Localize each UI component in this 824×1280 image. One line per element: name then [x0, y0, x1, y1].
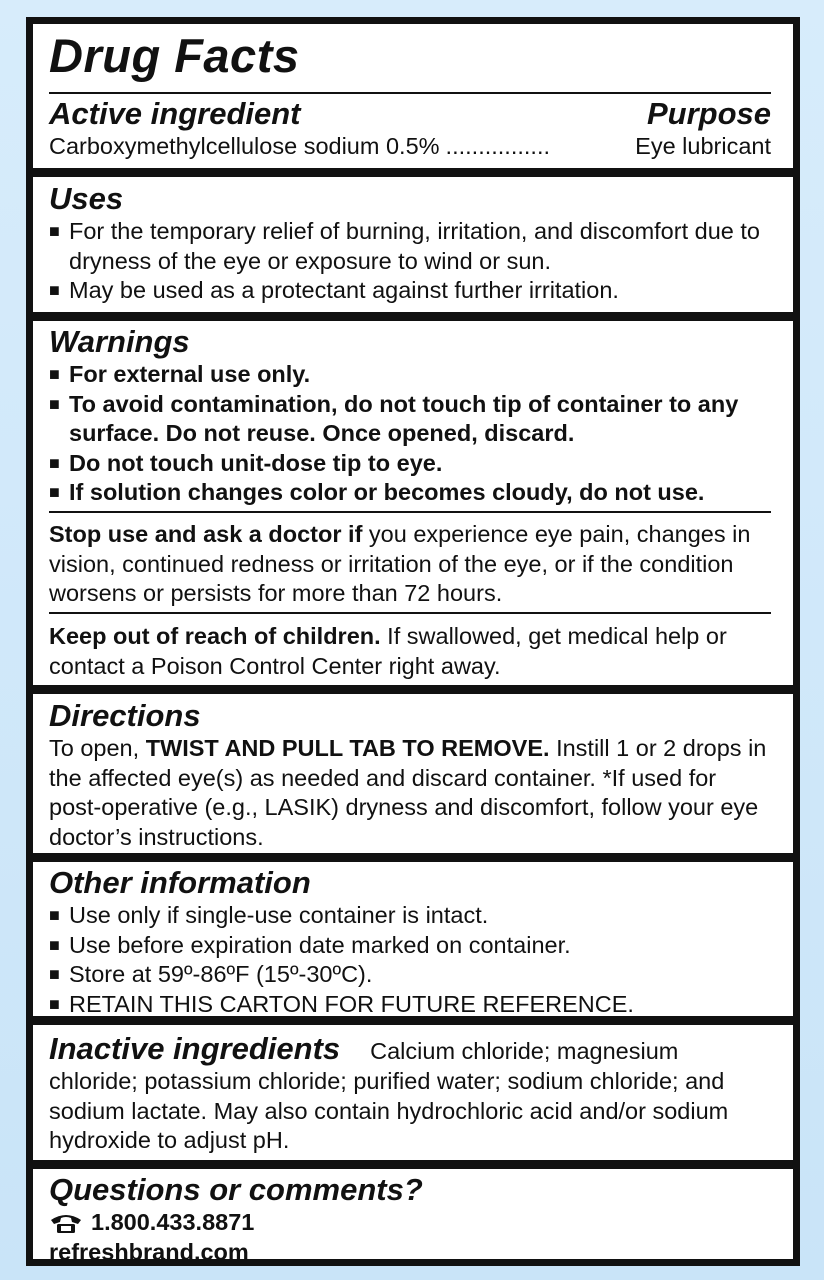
directions-heading: Directions	[49, 698, 201, 733]
keep-out-paragraph	[33, 622, 793, 681]
telephone-icon	[49, 1212, 83, 1234]
active-ingredient-heading: Active ingredient	[49, 96, 301, 131]
bullet-icon: ■	[49, 280, 60, 300]
list-item: ■ RETAIN THIS CARTON FOR FUTURE REFERENCE.	[49, 990, 771, 1020]
warnings-heading: Warnings	[49, 324, 190, 359]
list-item: ■ May be used as a protectant against further irritation.	[49, 276, 771, 306]
leader-dots: ................	[445, 133, 551, 159]
list-item: ■ For external use only.	[49, 360, 771, 390]
stop-use-lead: Stop use and ask a doctor if	[49, 521, 363, 547]
divider	[49, 92, 771, 94]
divider	[33, 312, 793, 321]
divider	[33, 685, 793, 694]
keep-out-lead: Keep out of reach of children.	[49, 623, 381, 649]
directions-text: To open, TWIST AND PULL TAB TO REMOVE. Instill 1 or 2 drops in the affected eye(s) as needed and discard container. *If used for post-operative (e.g., LASIK) dryness and discomfort, follow your eye doctor’s instructions.	[49, 735, 767, 850]
questions-section	[33, 1172, 793, 1267]
bullet-icon: ■	[49, 393, 60, 414]
active-ingredient-name: Carboxymethylcellulose sodium 0.5%	[49, 133, 440, 159]
stop-use-text: you experience eye pain, changes in vision, continued redness or irritation of the eye, or if the condition worsens or persists for more than 72 hours.	[49, 521, 751, 606]
list-item: ■ For the temporary relief of burning, irritation, and discomfort due to dryness of the eye or exposure to wind or sun.	[49, 217, 771, 276]
purpose-heading: Purpose	[646, 96, 771, 131]
active-ingredient-section	[33, 96, 793, 162]
website-link[interactable]: refreshbrand.com	[49, 1238, 249, 1265]
divider	[49, 612, 771, 614]
uses-section	[33, 181, 793, 306]
other-information-heading: Other information	[49, 865, 311, 900]
bullet-icon: ■	[49, 964, 60, 984]
other-information-section	[33, 865, 793, 1019]
divider	[33, 853, 793, 862]
bullet-icon: ■	[49, 993, 60, 1014]
stop-use-paragraph	[33, 520, 793, 609]
list-item: ■ To avoid contamination, do not touch tip of container to any surface. Do not reuse. Once opened, discard.	[49, 390, 771, 449]
divider	[33, 168, 793, 177]
drug-facts-panel	[26, 17, 800, 1266]
phone-number[interactable]: 1.800.433.8871	[91, 1209, 255, 1235]
divider	[49, 511, 771, 513]
directions-section	[33, 698, 793, 852]
purpose-value: Eye lubricant	[635, 133, 771, 159]
warnings-section	[33, 324, 793, 508]
bullet-icon: ■	[49, 934, 60, 955]
inactive-ingredients-section	[33, 1031, 793, 1156]
phone-line	[49, 1208, 771, 1238]
list-item: ■ If solution changes color or becomes cloudy, do not use.	[49, 478, 771, 508]
uses-heading: Uses	[49, 181, 124, 216]
bullet-icon: ■	[49, 905, 60, 925]
keep-out-text: If swallowed, get medical help or contact a Poison Control Center right away.	[49, 623, 727, 679]
questions-heading: Questions or comments?	[49, 1172, 423, 1207]
bullet-icon: ■	[49, 452, 60, 473]
list-item: ■ Store at 59º-86ºF (15º-30ºC).	[49, 960, 771, 990]
list-item: ■ Do not touch unit-dose tip to eye.	[49, 449, 771, 479]
list-item: ■ Use only if single-use container is intact.	[49, 901, 771, 931]
bullet-icon: ■	[49, 482, 60, 502]
divider	[33, 1160, 793, 1169]
inactive-ingredients-heading: Inactive ingredients	[49, 1031, 341, 1066]
title-section	[33, 28, 793, 84]
inactive-ingredients-text: Calcium chloride; magnesium chloride; potassium chloride; purified water; sodium chloride; and sodium lactate. May also contain hydrochloric acid and/or sodium hydroxide to adjust pH.	[49, 1038, 729, 1153]
list-item: ■ Use before expiration date marked on container.	[49, 931, 771, 961]
page-title: Drug Facts	[49, 29, 300, 82]
bullet-icon: ■	[49, 364, 60, 384]
bullet-icon: ■	[49, 221, 60, 241]
divider	[33, 1016, 793, 1025]
